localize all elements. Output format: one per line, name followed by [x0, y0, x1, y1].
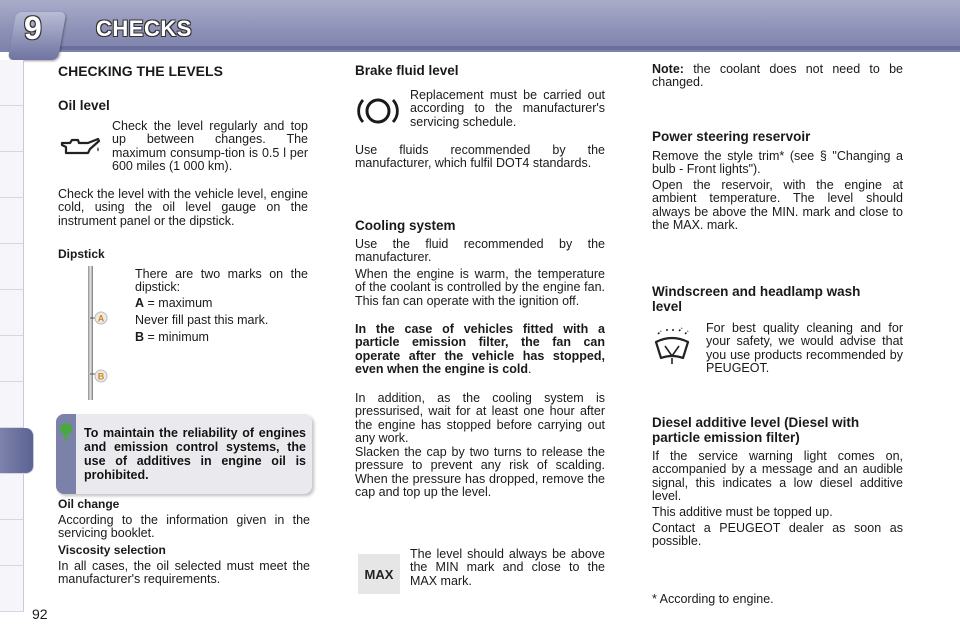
diesel-p3: Contact a PEUGEOT dealer as soon as possible.: [652, 521, 903, 549]
brake-replacement-text: Replacement must be carried out according to the manufacturer's servicing schedule.: [410, 88, 605, 129]
brake-fluids-text: Use fluids recommended by the manufacturer, which fulfil DOT4 standards.: [355, 143, 605, 171]
cooling-p2: When the engine is warm, the temperature of the coolant is controlled by the engine fan. This fan can operate with the ignition off.: [355, 267, 605, 308]
brake-warning-icon: [356, 94, 400, 128]
washer-fluid-icon: [652, 326, 692, 366]
page-title: CHECKS: [96, 16, 192, 41]
chapter-number: 9: [24, 10, 42, 46]
power-steering-heading: Power steering reservoir: [652, 129, 811, 144]
diesel-additive-heading: Diesel additive level (Diesel with particle emission filter): [652, 415, 860, 445]
cooling-p3: [355, 323, 605, 377]
tree-icon: [58, 422, 74, 442]
letter-a: A: [135, 296, 145, 310]
chapter-tab[interactable]: [0, 520, 24, 566]
cooling-p4: In addition, as the cooling system is pressurised, wait for at least one hour after the engine has stopped before carrying out any work.: [355, 391, 605, 446]
never-fill-text: Never fill past this mark.: [135, 313, 269, 327]
dipstick-heading: Dipstick: [58, 247, 105, 261]
cooling-p3-bold: In the case of vehicles fitted with a particle emission filter, the fan can operate after the vehicle has stopped, even when the engine is cold: [355, 322, 605, 377]
chapter-tab[interactable]: [0, 152, 24, 198]
dipstick-illustration: [60, 266, 126, 402]
dipstick-mark-b: B: [97, 371, 105, 382]
viscosity-heading: Viscosity selection: [58, 543, 166, 557]
chapter-tab[interactable]: [0, 60, 24, 106]
power-steering-p1: Remove the style trim* (see § "Changing a bulb - Front lights").: [652, 149, 903, 177]
windscreen-text: For best quality cleaning and for your safety, we would advise that you use products recommended by PEUGEOT.: [706, 321, 903, 376]
chapter-tab[interactable]: [0, 244, 24, 290]
oil-change-heading: Oil change: [58, 497, 120, 511]
cooling-system-heading: Cooling system: [355, 218, 456, 233]
header-underline: [60, 46, 960, 50]
chapter-tab[interactable]: [0, 382, 24, 428]
b-meaning: = minimum: [144, 330, 209, 344]
chapter-tabs: [0, 60, 24, 640]
windscreen-heading: Windscreen and headlamp wash level: [652, 284, 861, 314]
oil-level-check: Check the level with the vehicle level, engine cold, using the oil level gauge on the instrument panel or the dipstick.: [58, 187, 308, 228]
coolant-note: [652, 63, 903, 90]
footnote: * According to engine.: [652, 592, 774, 606]
chapter-tab[interactable]: [0, 566, 24, 612]
viscosity-text: In all cases, the oil selected must meet the manufacturer's requirements.: [58, 559, 310, 587]
cooling-p5: Slacken the cap by two turns to release the pressure to prevent any risk of scalding. When the pressure has dropped, remove the cap and top up the level.: [355, 445, 605, 500]
oil-level-intro: Check the level regularly and top up between changes. The maximum consump-tion is 0.5 l per 600 miles (1 000 km).: [112, 119, 308, 174]
oil-level-heading: Oil level: [58, 98, 110, 113]
dipstick-mark-a: A: [97, 313, 105, 324]
dipstick-marks-intro: There are two marks on the dipstick:: [135, 267, 308, 295]
coolant-level-text: The level should always be above the MIN mark and close to the MAX mark.: [410, 547, 605, 588]
cooling-p3-end: .: [527, 362, 532, 377]
note-text: the coolant does not need to be changed.: [652, 62, 903, 90]
power-steering-p2: Open the reservoir, with the engine at ambient temperature. The level should always be above the MIN. mark and close to the MAX. mark.: [652, 178, 903, 233]
warning-text: To maintain the reliability of engines and emission control systems, the use of additives in engine oil is prohibited.: [84, 426, 306, 482]
oil-change-text: According to the information given in the servicing booklet.: [58, 513, 310, 541]
note-label: Note:: [652, 62, 684, 76]
chapter-tab[interactable]: [0, 474, 24, 520]
page-number: 92: [32, 606, 48, 622]
oil-can-icon: [58, 134, 102, 160]
chapter-tab[interactable]: [0, 290, 24, 336]
chapter-tab[interactable]: [0, 336, 24, 382]
letter-b: B: [135, 330, 145, 344]
dipstick-max-line: [135, 297, 308, 310]
chapter-tab[interactable]: [0, 106, 24, 152]
section-title: CHECKING THE LEVELS: [58, 63, 223, 79]
chapter-tab-active[interactable]: [0, 428, 34, 474]
dipstick-min-line: [135, 331, 308, 344]
diesel-p1: If the service warning light comes on, accompanied by a message and an audible signal, this indicates a low diesel additive level.: [652, 449, 903, 504]
max-label-icon: MAX: [358, 554, 400, 594]
diesel-p2: This additive must be topped up.: [652, 505, 833, 519]
brake-fluid-heading: Brake fluid level: [355, 63, 459, 78]
a-meaning: = maximum: [144, 296, 213, 310]
chapter-tab[interactable]: [0, 198, 24, 244]
cooling-p1: Use the fluid recommended by the manufacturer.: [355, 237, 605, 265]
